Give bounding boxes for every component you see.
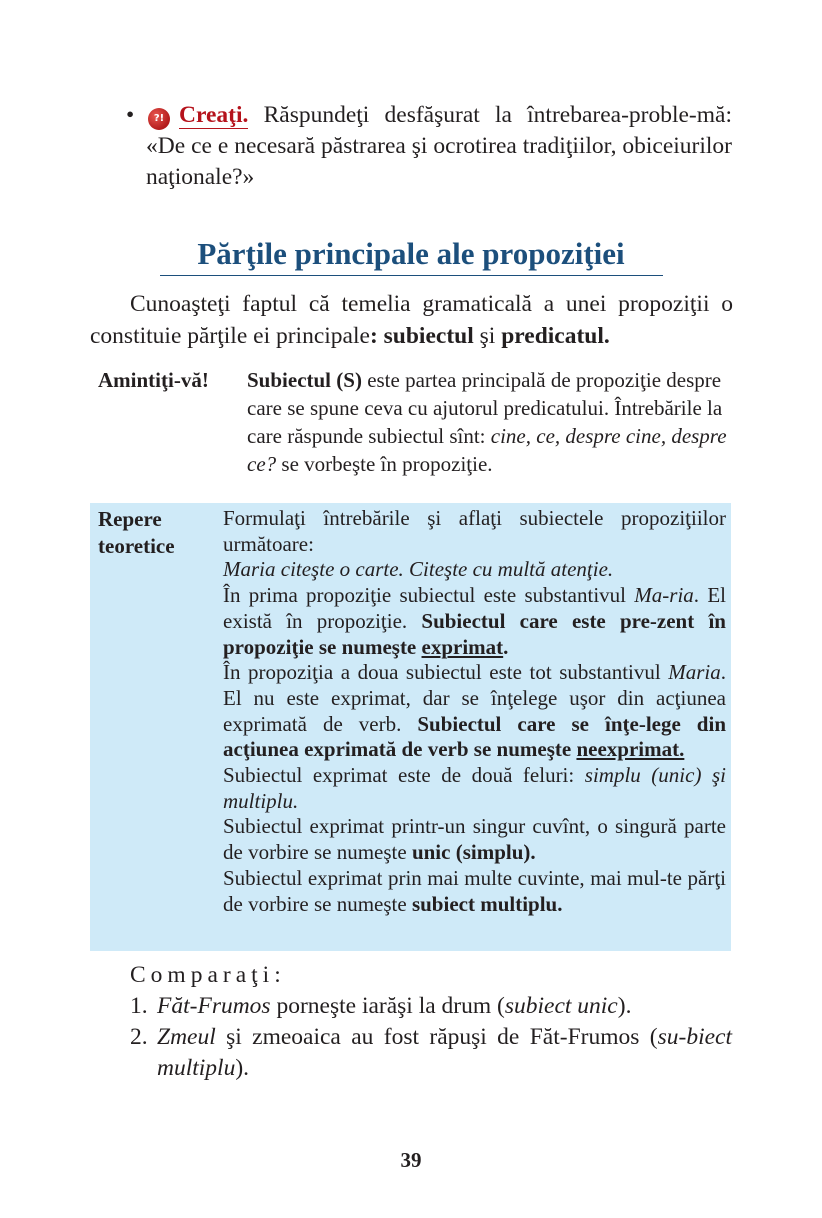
- theory-p2: [223, 557, 726, 583]
- remember-text-1: este partea principală de propoziţie despre care se spune ceva cu ajutorul predicatului. Întrebările la care răspunde subiectul sînt:: [247, 368, 723, 448]
- creative-task-text: [130, 100, 732, 193]
- theory-p3-underline: exprimat: [421, 634, 504, 659]
- example-subject: Făt-Frumos: [157, 993, 271, 1019]
- creative-task-question: Răspundeţi desfăşurat la întrebarea-proble-mă: «De ce e necesară păstrarea şi ocrotirea tradiţiilor, obiceiurilor naţionale?»: [146, 102, 732, 190]
- remember-text: [247, 366, 729, 478]
- theory-p6-a: Subiectul exprimat printr-un singur cuvînt, o singură parte de vorbire se numeşte: [223, 814, 726, 865]
- theory-p3-end: .: [503, 634, 509, 659]
- example-note: su-biect multiplu: [157, 1024, 732, 1081]
- intro-and: şi: [473, 323, 502, 349]
- theory-p3-bold: Subiectul care este pre-zent în propoziţie se numeşte: [223, 608, 726, 659]
- theory-label-line1: Repere: [98, 507, 162, 531]
- remember-questions: cine, ce, despre cine, despre ce?: [247, 424, 727, 476]
- bullet-dot: •: [126, 102, 135, 128]
- theory-p7: [223, 866, 726, 917]
- example-item: [130, 991, 732, 1022]
- theory-p3: [223, 583, 726, 660]
- theory-p6-bold: unic (simplu).: [411, 840, 536, 865]
- example-number: 2.: [130, 1024, 148, 1050]
- theory-text: [223, 506, 726, 917]
- intro-text: Cunoaşteţi faptul că temelia gramaticală a unei propoziţii o constituie părţile ei principale: [90, 291, 733, 349]
- remember-bold: Subiectul (S): [247, 368, 362, 392]
- theory-p4-bold: Subiectul care se înţe-lege din acţiunea exprimată de verb se numeşte: [223, 711, 726, 762]
- theory-p4: [223, 660, 726, 763]
- theory-p3-italic: Ma-ria: [634, 583, 694, 608]
- theory-example: Maria citeşte o carte. Citeşte cu multă atenţie.: [223, 557, 614, 582]
- example-item: [130, 1022, 732, 1084]
- example-close: ).: [235, 1055, 250, 1081]
- example-text: şi zmeoaica au fost răpuşi de Făt-Frumos (: [215, 1024, 658, 1050]
- compare-section: [130, 960, 732, 1084]
- creative-task: [126, 100, 732, 193]
- theory-p4-b: . El nu este exprimat, dar se înţelege uşor din acţiunea exprimată de verb.: [223, 660, 726, 736]
- theory-p4-a: În propoziţia a doua subiectul este tot substantivul: [223, 660, 669, 685]
- intro-colon: :: [369, 323, 384, 349]
- intro-predicate: predicatul.: [501, 323, 610, 349]
- theory-p6: [223, 814, 726, 865]
- theory-p5-a: Subiectul exprimat este de două feluri:: [223, 763, 585, 788]
- theory-p4-underline: neexprimat.: [576, 737, 685, 762]
- theory-p3-a: În prima propoziţie subiectul este substantivul: [223, 583, 635, 608]
- section-heading: Părţile principale ale propoziţiei: [197, 236, 625, 271]
- theory-p5: [223, 763, 726, 814]
- example-subject: Zmeul: [157, 1024, 216, 1050]
- example-number: 1.: [130, 993, 148, 1019]
- compare-title: Comparaţi:: [130, 962, 286, 988]
- theory-p7-bold: subiect multiplu.: [411, 891, 563, 916]
- remember-text-2: se vorbeşte în propoziţie.: [276, 452, 493, 476]
- theory-label-line2: teoretice: [98, 534, 175, 558]
- example-text: porneşte iarăşi la drum (: [270, 993, 505, 1019]
- theory-p3-b: . El există în propoziţie.: [223, 583, 726, 633]
- example-close: ).: [617, 993, 632, 1019]
- heading-underline: [160, 275, 663, 276]
- question-exclamation-icon: ?!: [148, 108, 170, 130]
- remember-label: Amintiţi-vă!: [98, 368, 209, 392]
- theory-label: [98, 506, 218, 560]
- page-number: 39: [400, 1148, 422, 1172]
- intro-paragraph: [90, 288, 733, 352]
- intro-subject: subiectul: [383, 323, 474, 349]
- theory-p1: Formulaţi întrebările şi aflaţi subiectele propoziţiilor următoare:: [223, 506, 726, 556]
- theory-p4-italic: Maria: [668, 660, 721, 685]
- create-label: Creaţi.: [179, 102, 249, 128]
- example-note: subiect unic: [504, 993, 618, 1019]
- theory-p7-a: Subiectul exprimat prin mai multe cuvinte, mai mul-te părţi de vorbire se numeşte: [223, 865, 726, 916]
- theory-p5-italic: simplu (unic) şi multiplu.: [223, 763, 726, 813]
